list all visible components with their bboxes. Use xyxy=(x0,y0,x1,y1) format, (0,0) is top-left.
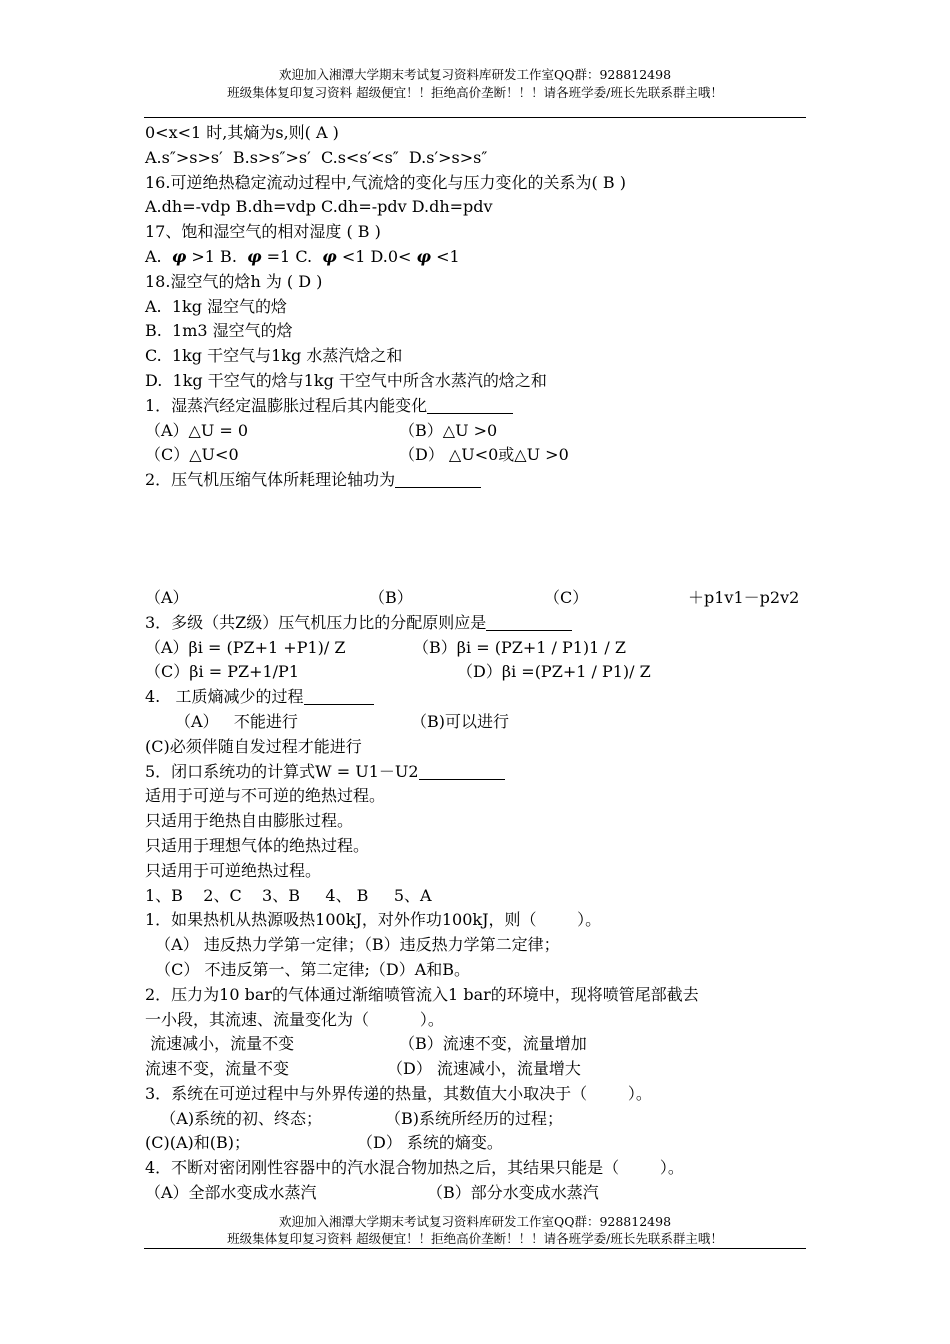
answer-blank xyxy=(419,763,505,780)
options-line: 流速不变，流量不变 （D） 流速减小，流量增大 xyxy=(145,1059,581,1079)
text-line: 适用于可逆与不可逆的绝热过程。 xyxy=(145,786,386,806)
document-body xyxy=(145,121,815,1206)
question-3b: 3．系统在可逆过程中与外界传递的热量，其数值大小取决于（ ）。 xyxy=(145,1083,652,1103)
options-line: （A)系统的初、终态； （B)系统所经历的过程； xyxy=(145,1108,564,1128)
question-2b: 2．压力为10 bar的气体通过渐缩喷管流入1 bar的环境中，现将喷管尾部截去 xyxy=(145,984,699,1004)
phi-symbol: φ xyxy=(171,246,187,266)
text-line: A.s″>s>s′ B.s>s″>s′ C.s<s′<s″ D.s′>s>s″ xyxy=(145,147,488,167)
text-line: （C） 不违反第一、第二定律;（D）A和B。 xyxy=(145,959,471,979)
text-line: (C)必须伴随自发过程才能进行 xyxy=(145,736,362,756)
question-1b: 1．如果热机从热源吸热100kJ，对外作功100kJ，则（ ）。 xyxy=(145,910,602,930)
answer-blank xyxy=(395,471,481,488)
question-3: 3．多级（共Z级）压气机压力比的分配原则应是 xyxy=(145,611,815,636)
text-line: D. 1kg 干空气的焓与1kg 干空气中所含水蒸汽的焓之和 xyxy=(145,370,547,390)
options-line: 流速减小，流量不变 （B）流速不变，流量增加 xyxy=(145,1034,587,1054)
text-line: 只适用于可逆绝热过程。 xyxy=(145,860,322,880)
question-18: 18.湿空气的焓h 为 ( D ) xyxy=(145,271,323,291)
text-line: A.dh=-vdp B.dh=vdp C.dh=-pdv D.dh=pdv xyxy=(145,197,493,217)
footer-line-2: 班级集体复印复习资料 超级便宜！！拒绝高价垄断！！！请各班学委/班长先联系群主哦！ xyxy=(227,1231,723,1246)
header-rule xyxy=(144,117,806,118)
options-line: (C)(A)和(B)； （D） 系统的熵变。 xyxy=(145,1133,503,1153)
text-line: C. 1kg 干空气与1kg 水蒸汽焓之和 xyxy=(145,346,403,366)
footer-rule xyxy=(144,1248,806,1249)
options-line: （C）βi = PZ+1/P1 （D）βi =(PZ+1 / P1)/ Z xyxy=(145,662,651,682)
question-4: 4. 工质熵减少的过程 xyxy=(145,685,815,710)
phi-symbol: φ xyxy=(322,246,337,266)
options-line: （A） 不能进行 （B)可以进行 xyxy=(175,711,510,731)
phi-symbol: φ xyxy=(416,246,431,266)
text-line: 一小段，其流速、流量变化为（ ）。 xyxy=(145,1009,444,1029)
text-line: 0<x<1 时,其熵为s,则( A ) xyxy=(145,123,339,142)
answer-key: 1、B 2、C 3、B 4、 B 5、A xyxy=(145,885,432,905)
text-line: 只适用于理想气体的绝热过程。 xyxy=(145,835,370,855)
footer-line-1: 欢迎加入湘潭大学期末考试复习资料库研发工作室QQ群：928812498 xyxy=(278,1214,672,1229)
options-line: （C）△U<0 （D） △U<0或△U >0 xyxy=(145,445,569,465)
options-line: （A）△U = 0 （B）△U >0 xyxy=(145,420,498,440)
phi-symbol: φ xyxy=(247,246,262,266)
formula-gap xyxy=(145,493,815,586)
question-16: 16.可逆绝热稳定流动过程中,气流焓的变化与压力变化的关系为( B ) xyxy=(145,172,626,192)
question-17-options: A. φ >1 B. φ =1 C. φ <1 D.0< φ <1 xyxy=(145,246,460,266)
question-1: 1．湿蒸汽经定温膨胀过程后其内能变化 xyxy=(145,394,815,419)
options-line: （A） （B） （C） ＋p1v1－p2v2 xyxy=(145,587,800,607)
header-line-1: 欢迎加入湘潭大学期末考试复习资料库研发工作室QQ群：928812498 xyxy=(278,67,672,82)
answer-blank xyxy=(486,614,572,631)
text-line: A. 1kg 湿空气的焓 xyxy=(145,296,288,316)
question-5: 5．闭口系统功的计算式W = U1－U2 xyxy=(145,760,815,785)
question-17: 17、饱和湿空气的相对湿度 ( B ) xyxy=(145,222,381,242)
answer-blank xyxy=(427,397,513,414)
text-line: （A） 违反热力学第一定律；（B）违反热力学第二定律； xyxy=(145,935,560,955)
options-line: （A）全部水变成水蒸汽 （B）部分水变成水蒸汽 xyxy=(145,1183,599,1203)
options-line: （A）βi = (PZ+1 +P1)/ Z （B）βi = (PZ+1 / P1)1 / Z xyxy=(145,637,627,657)
question-4b: 4．不断对密闭刚性容器中的汽水混合物加热之后，其结果只能是（ ）。 xyxy=(145,1158,684,1178)
header-line-2: 班级集体复印复习资料 超级便宜！！拒绝高价垄断！！！请各班学委/班长先联系群主哦！ xyxy=(227,85,723,100)
question-2: 2．压气机压缩气体所耗理论轴功为 xyxy=(145,468,815,493)
answer-blank xyxy=(304,688,374,705)
text-line: B. 1m3 湿空气的焓 xyxy=(145,321,293,341)
text-line: 只适用于绝热自由膨胀过程。 xyxy=(145,811,354,831)
